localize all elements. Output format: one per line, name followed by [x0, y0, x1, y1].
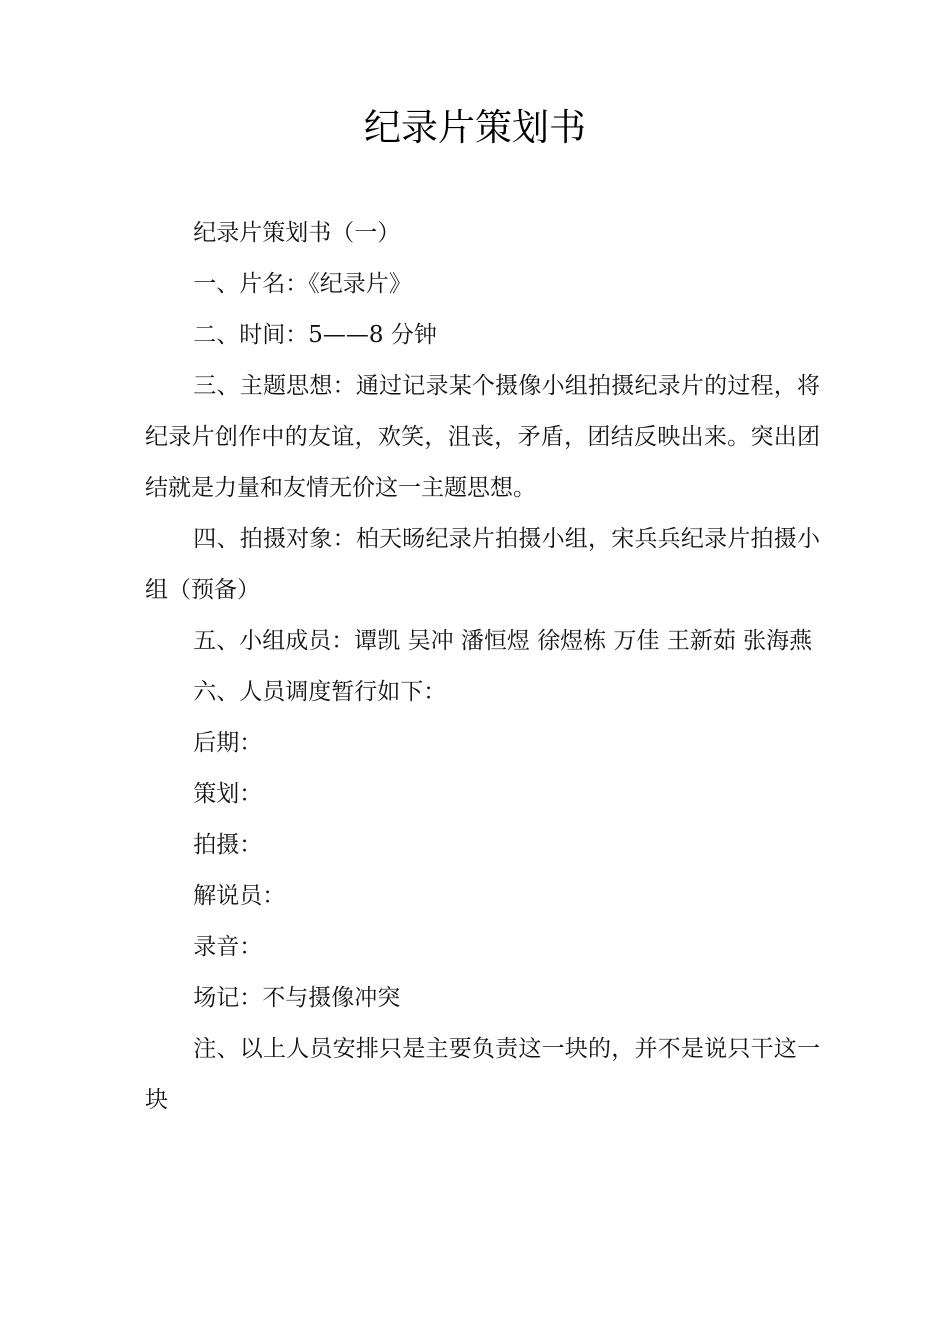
paragraph-staffing: 六、人员调度暂行如下：: [193, 679, 447, 705]
paragraph-members: 五、小组成员：谭凯 吴冲 潘恒煜 徐煜栋 万佳 王新茹 张海燕: [193, 628, 813, 654]
paragraph-film-name: 一、片名：《纪录片》: [193, 271, 412, 297]
document-body: [145, 208, 820, 1126]
paragraph-theme: 三、主题思想：通过记录某个摄像小组拍摄纪录片的过程，将纪录片创作中的友谊，欢笑，沮丧，矛盾，团结反映出来。突出团结就是力量和友情无价这一主题思想。: [145, 373, 820, 501]
paragraph-duration: 二、时间：5——8 分钟: [193, 322, 437, 348]
paragraph-narrator: 解说员：: [193, 883, 286, 909]
paragraph-note: 注、以上人员安排只是主要负责这一块的，并不是说只干这一块: [145, 1036, 820, 1113]
document-title: 纪录片策划书: [364, 106, 586, 149]
paragraph-subtitle: 纪录片策划书（一）: [193, 220, 401, 246]
paragraph-post-production: 后期：: [193, 730, 263, 756]
paragraph-planning: 策划：: [193, 781, 263, 807]
paragraph-script-supervisor: 场记：不与摄像冲突: [193, 985, 401, 1011]
paragraph-shooting: 拍摄：: [193, 832, 263, 858]
paragraph-recording: 录音：: [193, 934, 263, 960]
paragraph-subjects: 四、拍摄对象：柏天旸纪录片拍摄小组，宋兵兵纪录片拍摄小组（预备）: [145, 526, 820, 603]
